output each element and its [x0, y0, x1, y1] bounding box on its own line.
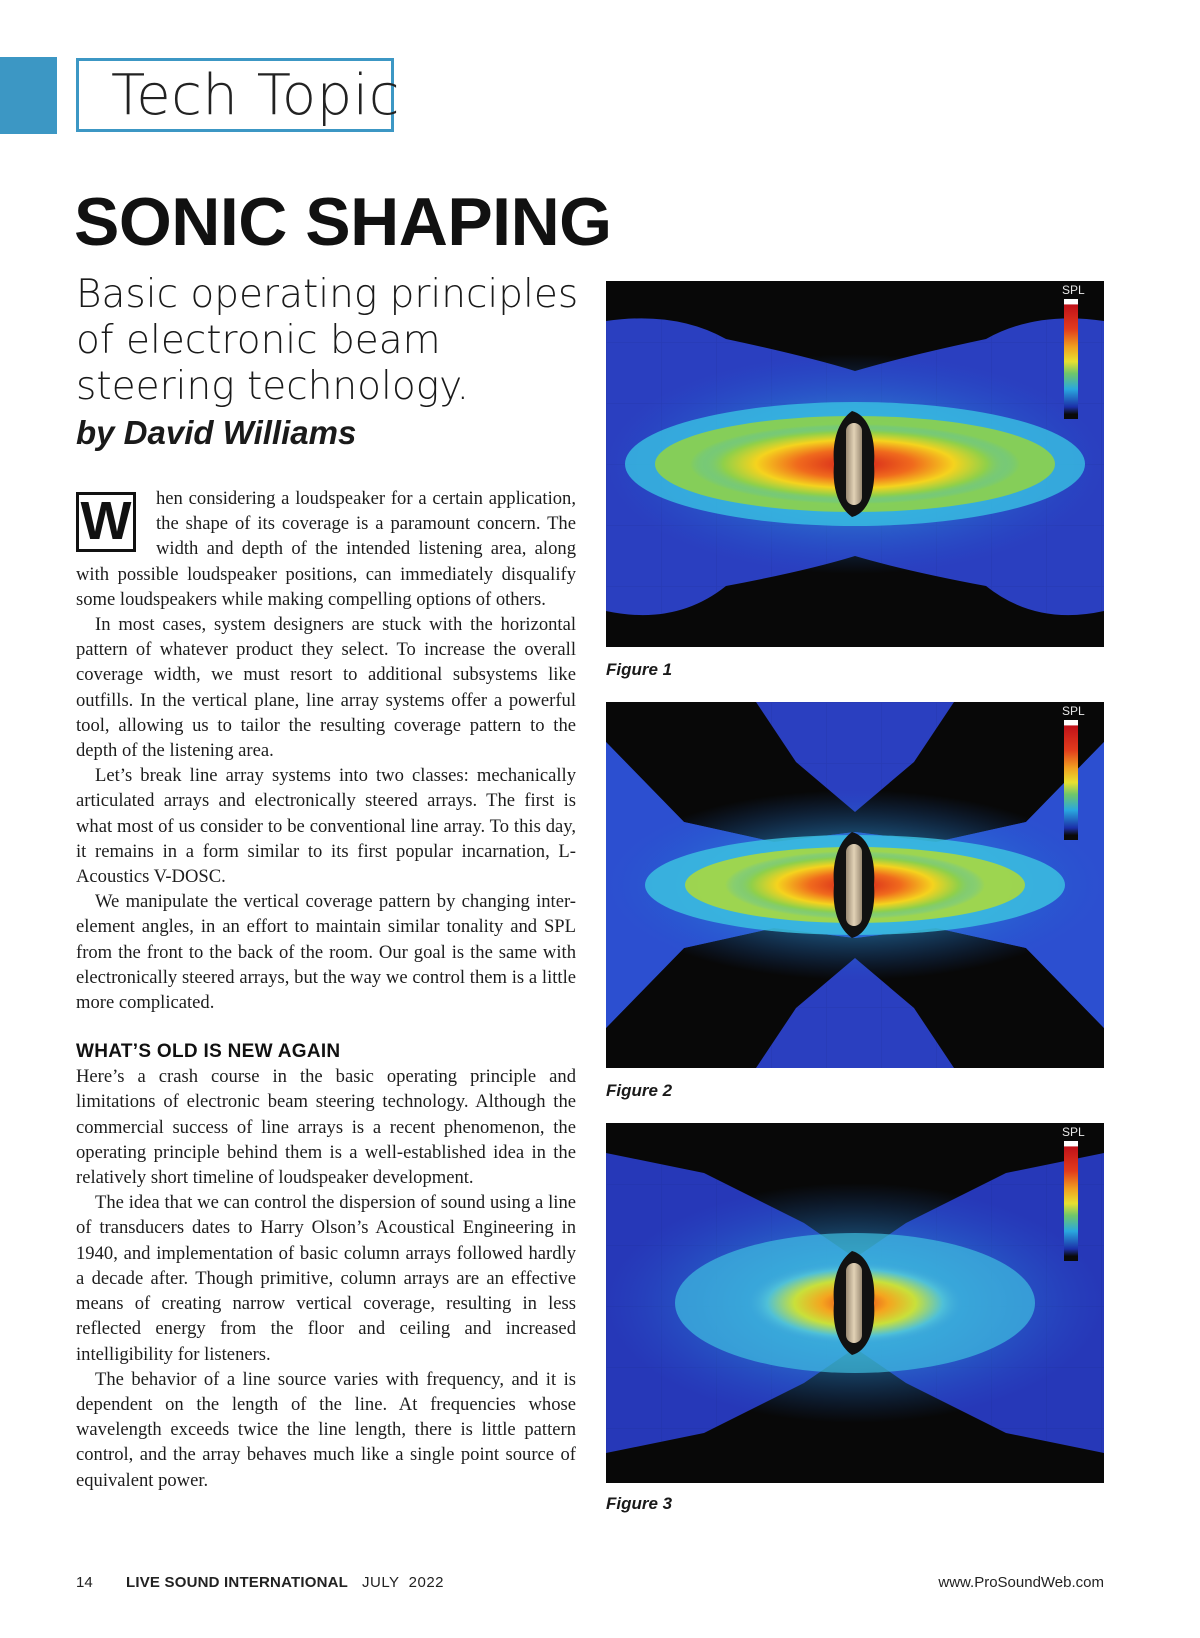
magazine-name: LIVE SOUND INTERNATIONAL	[126, 1574, 349, 1591]
website-link[interactable]: www.ProSoundWeb.com	[938, 1574, 1104, 1591]
article-headline: SONIC SHAPING	[74, 184, 612, 260]
body-paragraph: Let’s break line array systems into two classes: mechanically articulated arrays and electronically steered arrays. The first is what most of us consider to be conventional line array. To this day, it remains in a form similar to its first popular incarnation, L-Acoustics V-DOSC.	[76, 765, 576, 888]
section-heading: WHAT’S OLD IS NEW AGAIN	[76, 1041, 341, 1063]
page-footer	[76, 1574, 1104, 1596]
article-subheadline: Basic operating principles of electronic beam steering technology.	[76, 272, 579, 409]
figure-1-spl-map	[606, 281, 1104, 647]
issue-date: JULY 2022	[362, 1574, 444, 1591]
section-tab-accent	[0, 57, 57, 134]
spl-legend-title: SPL	[1062, 1125, 1085, 1139]
article-body	[76, 486, 576, 1493]
figure-3-spl-map	[606, 1123, 1104, 1483]
body-paragraph: Here’s a crash course in the basic operating principle and limitations of electronic beam steering technology. Although the commercial success of line arrays is a recent phenomenon, the operating principle behind them is a well-established idea in the relatively short timeline of loudspeaker development.	[76, 1066, 576, 1189]
section-label-box	[76, 58, 401, 132]
body-paragraph: The idea that we can control the dispersion of sound using a line of transducers dates to Harry Olson’s Acoustical Engineering in 1940, and implementation of basic column arrays followed hardly a decade after. Though primitive, column arrays are an effective means of creating narrow vertical coverage, resulting in less reflected energy from the floor and ceiling and increased intelligibility for listeners.	[76, 1192, 576, 1365]
figure-2-caption: Figure 2	[606, 1081, 673, 1100]
spl-legend-title: SPL	[1062, 704, 1085, 718]
body-paragraph: W hen considering a loudspeaker for a certain application, the shape of its coverage is a paramount concern. The width and depth of the intended listening area, along with possible loudspeaker positions, can immediately disqualify some loudspeakers while making compelling options of others.	[76, 488, 576, 610]
article-byline: by David Williams	[76, 414, 357, 451]
figure-1-caption: Figure 1	[606, 660, 673, 679]
section-label: Tech Topic	[111, 63, 401, 128]
body-paragraph: We manipulate the vertical coverage pattern by changing inter-element angles, in an effort to maintain similar tonality and SPL from the front to the back of the room. Our goal is the same with electronically steered arrays, but the way we control them is a little more complicated.	[76, 891, 576, 1014]
page-number: 14	[76, 1574, 93, 1591]
body-paragraph: In most cases, system designers are stuck with the horizontal pattern of whatever product they select. To increase the overall coverage width, we must resort to additional subsystems like outfills. In the vertical plane, line array systems offer a powerful tool, allowing us to tailor the resulting coverage pattern to the depth of the listening area.	[76, 614, 576, 762]
drop-cap: W	[76, 492, 136, 552]
body-paragraph: The behavior of a line source varies with frequency, and it is dependent on the length of the line. At frequencies whose wavelength exceeds twice the line length, there is little pattern control, and the array behaves much like a single point source of equivalent power.	[76, 1368, 576, 1491]
figure-3-caption: Figure 3	[606, 1494, 673, 1513]
figure-2-spl-map	[606, 702, 1104, 1068]
spl-legend-title: SPL	[1062, 283, 1085, 297]
